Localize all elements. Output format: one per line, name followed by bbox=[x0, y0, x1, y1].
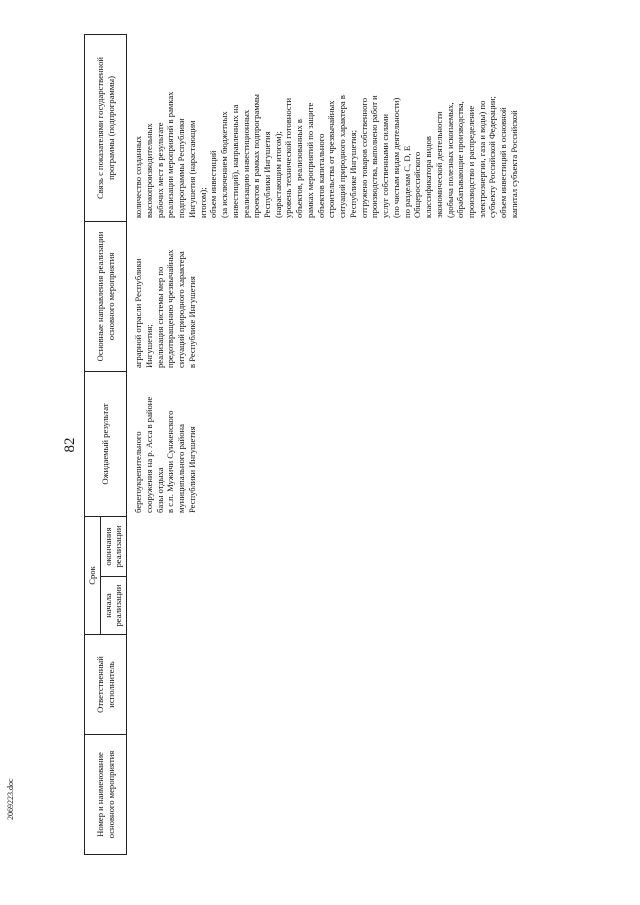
indicator-line: капитал субъекта Российской bbox=[508, 110, 519, 218]
cell-indicators bbox=[129, 34, 523, 221]
page-number: 82 bbox=[62, 437, 78, 453]
result-line: базы отдыха bbox=[154, 467, 165, 513]
indicator-line: количество созданных bbox=[133, 136, 144, 218]
indicator-line: Республики Ингушетия bbox=[262, 131, 273, 218]
header-end: окончания реализации bbox=[100, 516, 126, 576]
indicator-line: классификатора видов bbox=[423, 136, 434, 218]
cell-executor bbox=[129, 635, 523, 735]
cell-end bbox=[129, 516, 523, 576]
indicator-line: услуг собственными силами bbox=[380, 114, 391, 218]
header-indicators: Связь с показателями государственной программы (подпрограммы) bbox=[85, 34, 127, 221]
indicator-line: (по чистым видам деятельности) bbox=[390, 97, 401, 218]
indicator-line: отгружено товаров собственного bbox=[358, 97, 369, 218]
indicator-line: итогом); bbox=[197, 187, 208, 218]
indicator-line: строительства от чрезвычайных bbox=[326, 100, 337, 218]
indicator-line: Общероссийского bbox=[412, 151, 423, 218]
indicator-line: производства, выполнено работ и bbox=[369, 95, 380, 218]
indicator-line: подпрограммы Республики bbox=[176, 118, 187, 218]
cell-directions bbox=[129, 221, 523, 371]
indicator-line: объектов, реализованных в bbox=[294, 119, 305, 218]
cell-measure bbox=[129, 735, 523, 855]
indicator-line: проектов в рамках подпрограммы bbox=[251, 94, 262, 218]
indicators-text bbox=[133, 37, 519, 218]
directions-text bbox=[133, 225, 197, 368]
indicator-line: производство и распределение bbox=[465, 105, 476, 218]
rotated-sheet bbox=[60, 35, 580, 855]
indicator-line: по разделам C, D, E bbox=[401, 145, 412, 218]
measures-table bbox=[84, 34, 524, 855]
header-directions: Основные направления реализации основного мероприятия bbox=[85, 221, 127, 371]
result-line: берегоукрепительного bbox=[133, 431, 144, 513]
indicator-line: (нарастающим итогом); bbox=[272, 131, 283, 218]
direction-line: Ингушетия; bbox=[143, 324, 154, 368]
result-line: в с.п. Мужичи Сунженского bbox=[165, 410, 176, 513]
direction-line: аграрной отрасли Республики bbox=[133, 258, 144, 368]
header-expected-result: Ожидаемый результат bbox=[85, 371, 127, 516]
indicator-line: уровень технической готовности bbox=[283, 97, 294, 218]
indicator-line: объем инвестиций в основной bbox=[498, 107, 509, 218]
indicator-line: обрабатывающие производства, bbox=[455, 101, 466, 218]
result-line: Республики Ингушетия bbox=[186, 426, 197, 513]
header-executor: Ответственный исполнитель bbox=[85, 635, 127, 735]
direction-line: ситуаций природного характера bbox=[176, 251, 187, 368]
indicator-line: экономической деятельности bbox=[433, 111, 444, 218]
table-row bbox=[129, 34, 523, 854]
indicator-line: (добыча полезных ископаемых, bbox=[444, 102, 455, 218]
indicator-line: электроэнергии, газа и воды) по bbox=[476, 100, 487, 218]
file-name-footer: 2069223.doc bbox=[6, 778, 15, 820]
header-measure: Номер и наименование основного мероприятия bbox=[85, 735, 127, 855]
indicator-line: Ингушетия (нарастающим bbox=[186, 120, 197, 218]
cell-expected-result bbox=[129, 371, 523, 516]
indicator-line: объектов капитального bbox=[315, 133, 326, 218]
indicator-line: (за исключением бюджетных bbox=[219, 111, 230, 218]
indicator-line: инвестиций), направленных на bbox=[229, 104, 240, 218]
indicator-line: рабочих мест в результате bbox=[154, 122, 165, 218]
direction-line: реализация системы мер по bbox=[154, 266, 165, 368]
direction-line: в Республике Ингушетия bbox=[186, 276, 197, 368]
header-row-1 bbox=[85, 34, 101, 854]
indicator-line: реализации мероприятий в рамках bbox=[165, 91, 176, 218]
expected-result-text bbox=[133, 375, 197, 513]
result-line: муниципального района bbox=[176, 424, 187, 513]
cell-start bbox=[129, 577, 523, 635]
indicator-line: объем инвестиций bbox=[208, 150, 219, 218]
indicator-line: высокопроизводительных bbox=[143, 123, 154, 218]
result-line: сооружения на р. Асса в районе bbox=[143, 396, 154, 513]
indicator-line: субъекту Российской Федерации; bbox=[487, 96, 498, 218]
indicator-line: Республике Ингушетия; bbox=[347, 129, 358, 218]
header-start: начала реализации bbox=[100, 577, 126, 635]
indicator-line: рамках мероприятий по защите bbox=[304, 102, 315, 218]
header-term: Срок bbox=[85, 516, 101, 634]
indicator-line: реализацию инвестиционных bbox=[240, 109, 251, 218]
indicator-line: ситуаций природного характера в bbox=[337, 95, 348, 218]
direction-line: предотвращению чрезвычайных bbox=[165, 249, 176, 368]
